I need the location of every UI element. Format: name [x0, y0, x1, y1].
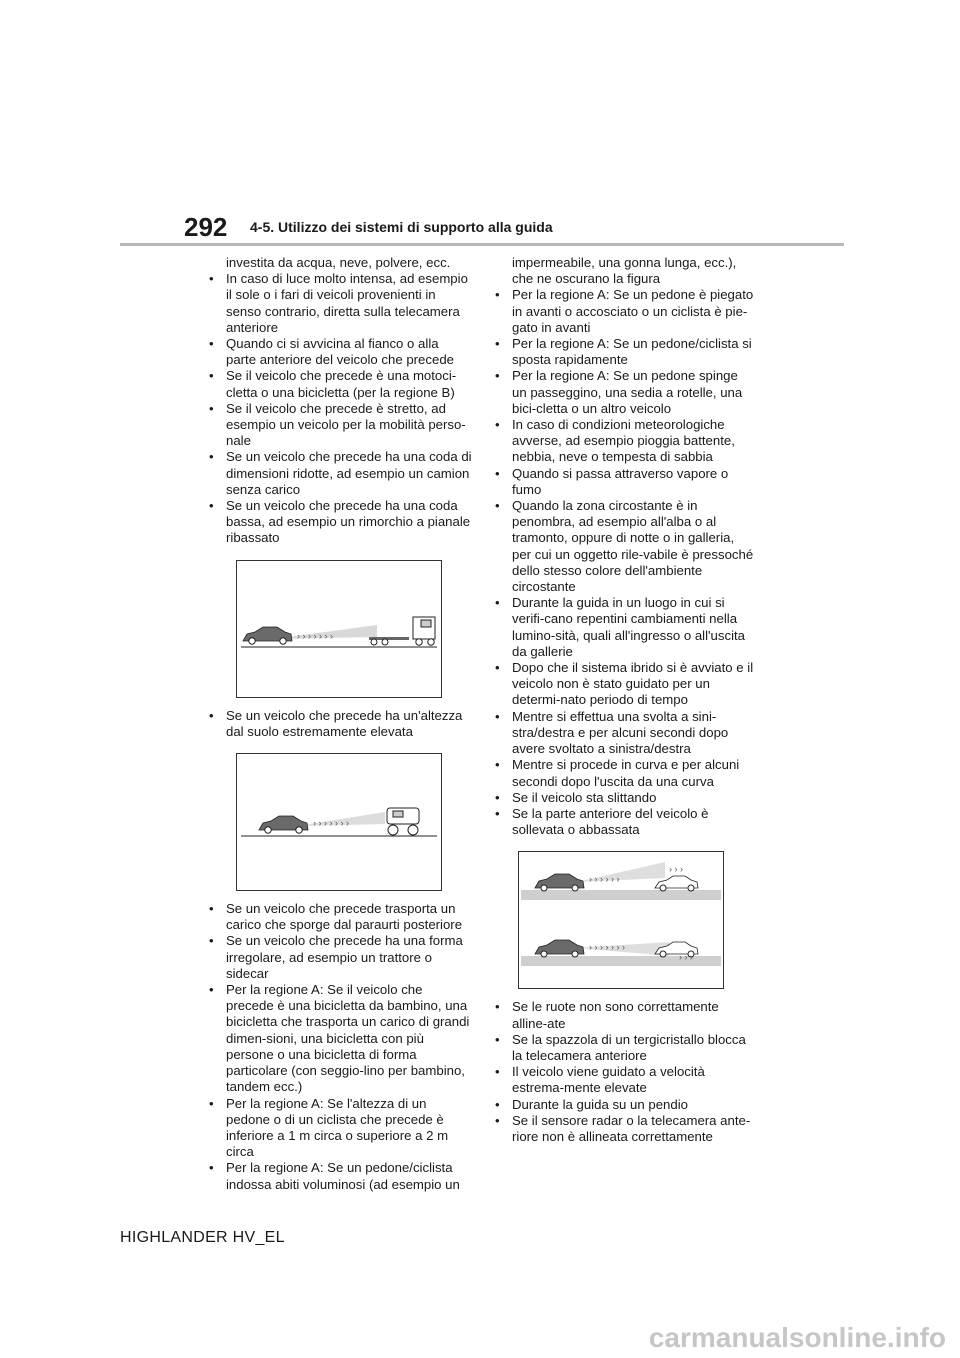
high-vehicle-icon: [387, 808, 419, 835]
list-item-text: Mentre si effettua una svolta a sini-stra/destra e per alcuni secondi dopo avere svoltato a sinistra/destra: [512, 708, 729, 757]
bullet-list: [492, 999, 754, 1145]
list-item: [206, 401, 472, 450]
bullet-list: [206, 708, 472, 740]
header-rule: [120, 243, 844, 246]
bullet-list: [206, 901, 472, 1193]
list-item: [206, 1096, 472, 1161]
bullet-marker: •: [209, 336, 214, 352]
list-item: [492, 368, 754, 417]
svg-text:› › › › › › ›: › › › › › › ›: [297, 630, 333, 641]
bullet-marker: •: [209, 707, 214, 723]
list-item-text: Dopo che il sistema ibrido si è avviato e il veicolo non è stato guidato per un determi-nato periodo di tempo: [512, 660, 754, 708]
list-item: [492, 757, 754, 789]
list-item: [206, 368, 472, 400]
list-item-text: Per la regione A: Se un pedone/ciclista si sposta rapidamente: [512, 336, 752, 368]
preceding-car-icon: [655, 876, 698, 891]
bullet-marker: •: [495, 1031, 500, 1047]
list-item: [492, 1097, 754, 1113]
bullet-marker: •: [209, 368, 214, 384]
svg-text:› › ›: › › ›: [669, 864, 683, 875]
list-item-text: investita da acqua, neve, polvere, ecc.: [226, 255, 451, 270]
list-item-text: Per la regione A: Se un pedone spinge un passeggino, una sedia a rotelle, una bici-cletta o un altro veicolo: [512, 368, 743, 416]
list-item-text: Se un veicolo che precede ha una coda bassa, ad esempio un rimorchio a pianale ribassato: [226, 498, 471, 546]
section-title: 4-5. Utilizzo dei sistemi di supporto alla guida: [250, 219, 553, 235]
model-code: HIGHLANDER HV_EL: [120, 1229, 285, 1246]
list-item-text: Se il veicolo che precede è una motoci-cletta o una bicicletta (per la regione B): [226, 368, 457, 400]
bullet-marker: •: [495, 757, 500, 773]
host-car-icon: [535, 874, 584, 891]
list-item: [206, 336, 472, 368]
list-item: [492, 498, 754, 595]
bullet-marker: •: [495, 287, 500, 303]
bullet-marker: •: [209, 271, 214, 287]
list-item: [206, 1160, 472, 1192]
bullet-marker: •: [495, 498, 500, 514]
list-item-text: Quando ci si avvicina al fianco o alla parte anteriore del veicolo che precede: [226, 336, 454, 368]
bullet-marker: •: [495, 708, 500, 724]
list-item: [492, 709, 754, 758]
bullet-marker: •: [495, 805, 500, 821]
list-item: [492, 1113, 754, 1145]
list-item-text: Se un veicolo che precede trasporta un carico che sporge dal paraurti posteriore: [226, 901, 463, 933]
bullet-marker: •: [209, 400, 214, 416]
list-item-text: Per la regione A: Se un pedone/ciclista indossa abiti voluminosi (ad esempio un: [226, 1160, 460, 1192]
bullet-marker: •: [495, 999, 500, 1015]
list-item: [206, 901, 472, 933]
list-item-text: Per la regione A: Se l'altezza di un pedone o di un ciclista che precede è inferiore a 1 m circa o superiore a 2 m circa: [226, 1095, 449, 1160]
bullet-list: [492, 255, 754, 838]
bullet-marker: •: [209, 933, 214, 949]
list-item: [492, 999, 754, 1031]
host-car-icon: [259, 816, 308, 833]
list-item: [492, 1032, 754, 1064]
list-item-text: Se le ruote non sono correttamente alline-ate: [512, 999, 719, 1031]
list-item: [492, 595, 754, 660]
bullet-marker: •: [495, 1112, 500, 1128]
illustration-car-and-trailer-truck: [237, 561, 441, 697]
list-item-text: Il veicolo viene guidato a velocità estrema-mente elevate: [512, 1064, 705, 1096]
list-item: [206, 255, 472, 271]
list-item: [206, 708, 472, 740]
truck-icon: [413, 617, 435, 645]
list-item-text: Se il veicolo sta slittando: [512, 789, 657, 805]
list-item: [206, 498, 472, 547]
list-item-text: Se il veicolo che precede è stretto, ad esempio un veicolo per la mobilità perso-nale: [226, 400, 466, 449]
list-item: [492, 660, 754, 709]
list-item: [492, 336, 754, 368]
list-item: [492, 255, 754, 287]
list-item-text: Mentre si procede in curva e per alcuni secondi dopo l'uscita da una curva: [512, 757, 740, 789]
list-item: [492, 806, 754, 838]
list-item-text: impermeabile, una gonna lunga, ecc.), che ne oscurano la figura: [512, 255, 737, 287]
bullet-marker: •: [209, 1160, 214, 1176]
bullet-marker: •: [495, 1096, 500, 1112]
page-number: 292: [184, 212, 228, 242]
svg-text:› › › › › › ›: › › › › › › ›: [313, 818, 349, 829]
bullet-marker: •: [209, 449, 214, 465]
list-item-text: Durante la guida su un pendio: [512, 1096, 688, 1112]
list-item-text: Quando la zona circostante è in penombra, ad esempio all'alba o al tramonto, oppure di notte o in galleria, per cui un oggetto rile-vabile è pressoché dello stesso colore dell'ambiente circostante: [512, 498, 754, 595]
list-item: [206, 933, 472, 982]
bullet-marker: •: [495, 595, 500, 611]
illustration-car-and-high-vehicle: [237, 754, 441, 890]
bullet-marker: •: [495, 789, 500, 805]
list-item-text: Se un veicolo che precede ha un'altezza dal suolo estremamente elevata: [226, 707, 463, 739]
list-item: [206, 982, 472, 1095]
bullet-marker: •: [209, 901, 214, 917]
bullet-marker: •: [209, 1095, 214, 1111]
list-item-text: Se un veicolo che precede ha una coda di dimensioni ridotte, ad esempio un camion senza carico: [226, 449, 472, 497]
list-item-text: In caso di luce molto intensa, ad esempio il sole o i fari di veicoli provenienti in senso contrario, diretta sulla telecamera anteriore: [226, 271, 468, 335]
list-item: [492, 1064, 754, 1096]
list-item-text: Quando si passa attraverso vapore o fumo: [512, 465, 729, 497]
host-car-icon: [535, 940, 584, 957]
list-item: [492, 417, 754, 466]
bullet-marker: •: [495, 1064, 500, 1080]
figure-high-clearance: [236, 753, 442, 891]
list-item: [206, 449, 472, 498]
figure-low-trailer: [236, 560, 442, 698]
low-trailer-icon: [369, 637, 409, 645]
bullet-marker: •: [495, 336, 500, 352]
bullet-marker: •: [495, 368, 500, 384]
figure-pitch-change: [518, 851, 724, 989]
illustration-vehicle-pitch: [519, 852, 723, 988]
list-item-text: Se la spazzola di un tergicristallo blocca la telecamera anteriore: [512, 1031, 746, 1063]
list-item-text: Per la regione A: Se il veicolo che precede è una bicicletta da bambino, una bicicletta che trasporta un carico di grandi dimen-sioni, una bicicletta con più persone o una bicicletta di forma particolare (con seggio-lino per bambino, tandem ecc.): [226, 982, 470, 1095]
left-column: [206, 255, 472, 1193]
svg-text:› › › › › ›: › › › › › ›: [589, 874, 620, 885]
svg-text:› › › › › › ›: › › › › › › ›: [589, 942, 625, 953]
bullet-marker: •: [495, 660, 500, 676]
watermark: carmanualsonline.info: [648, 1322, 946, 1353]
list-item-text: Se la parte anteriore del veicolo è sollevata o abbassata: [512, 805, 709, 838]
list-item-text: Per la regione A: Se un pedone è piegato in avanti o accosciato o un ciclista è pie-gato in avanti: [512, 287, 754, 335]
list-item-text: Se un veicolo che precede ha una forma irregolare, ad esempio un trattore o sidecar: [226, 933, 463, 981]
right-column: [492, 255, 754, 1145]
list-item-text: In caso di condizioni meteorologiche avverse, ad esempio pioggia battente, nebbia, neve o tempesta di sabbia: [512, 417, 735, 465]
bullet-marker: •: [209, 498, 214, 514]
list-item: [206, 271, 472, 336]
bullet-marker: •: [209, 982, 214, 998]
host-car-icon: [243, 627, 292, 644]
list-item: [492, 466, 754, 498]
bullet-marker: •: [495, 465, 500, 481]
bullet-list: [206, 255, 472, 547]
svg-text:› › ›: › › ›: [679, 952, 693, 963]
list-item-text: Se il sensore radar o la telecamera ante-riore non è allineata correttamente: [512, 1112, 751, 1144]
bullet-marker: •: [495, 417, 500, 433]
list-item-text: Durante la guida in un luogo in cui si verifi-cano repentini cambiamenti nella lumino-sità, quali all'ingresso o all'uscita da gallerie: [512, 595, 745, 659]
list-item: [492, 287, 754, 336]
list-item: [492, 790, 754, 806]
